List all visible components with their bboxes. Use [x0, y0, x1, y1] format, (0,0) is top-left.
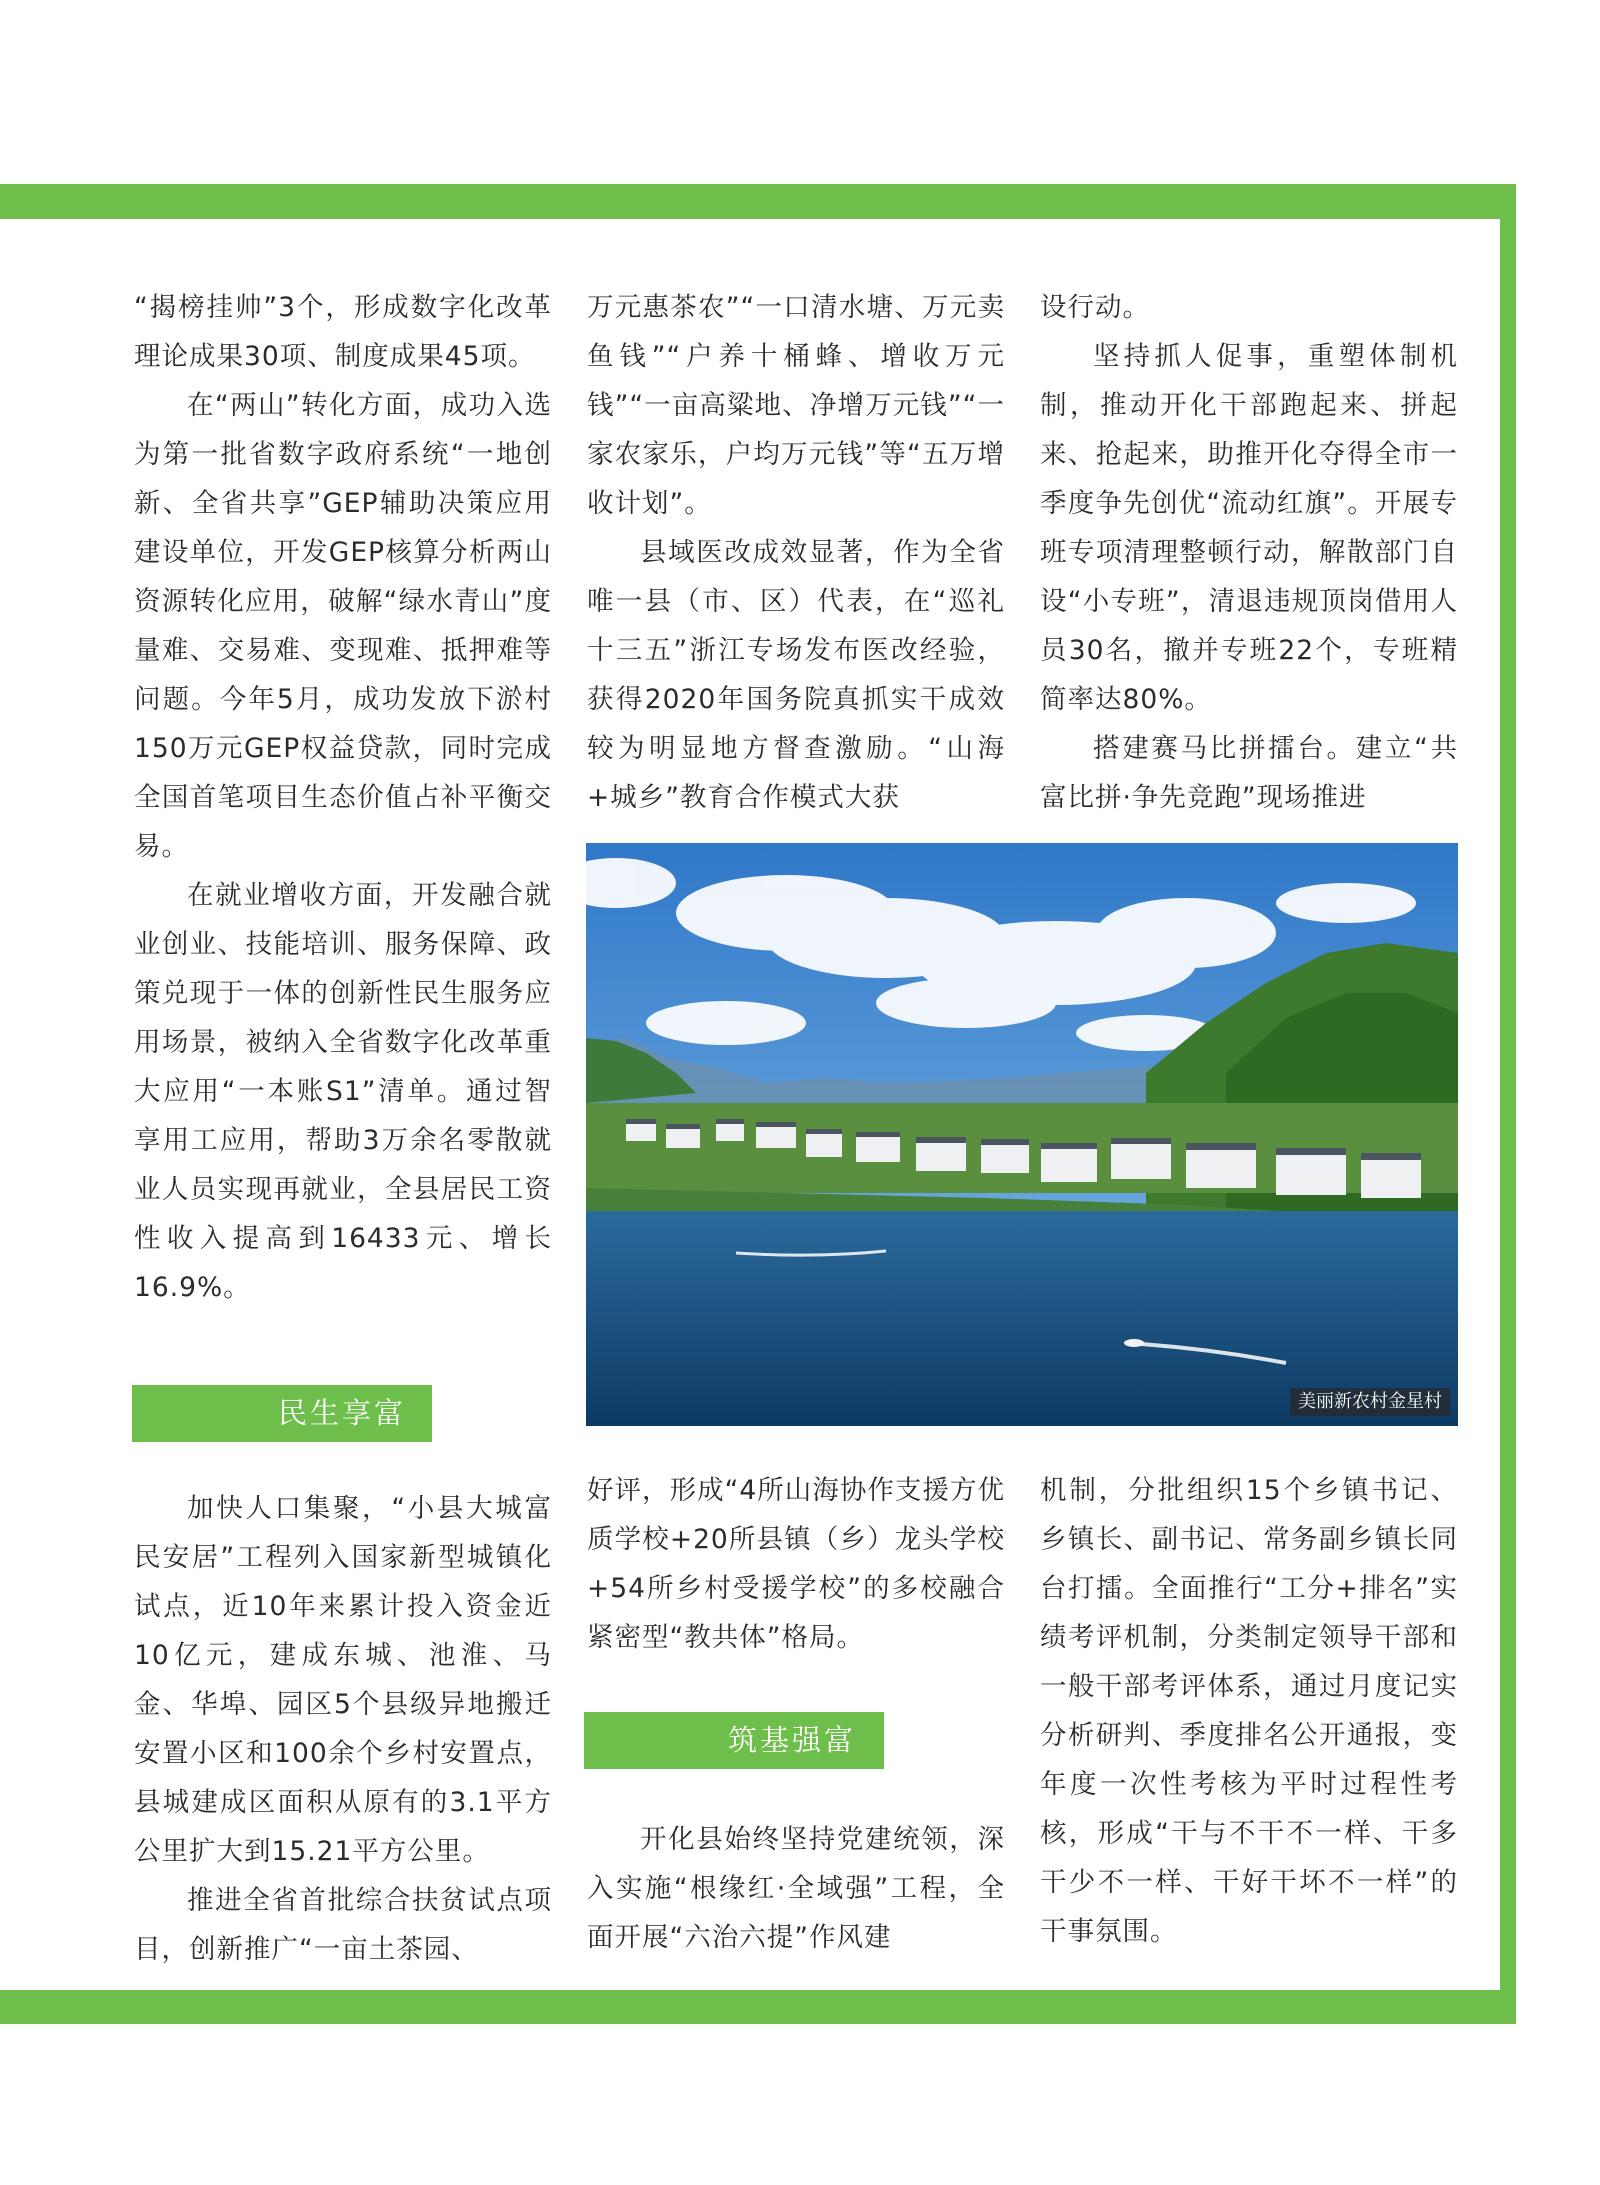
section-title: 民生享富 [278, 1396, 407, 1430]
section-title: 筑基强富 [728, 1723, 857, 1757]
green-frame-bottom [0, 1990, 1516, 2024]
paragraph: 推进全省首批综合扶贫试点项目，创新推广“一亩土茶园、 [134, 1885, 552, 1965]
column-2-bottom-text [587, 1466, 1005, 1662]
paragraph: 开化县始终坚持党建统领，深入实施“根缘红·全域强”工程，全面开展“六治六提”作风建 [587, 1824, 1005, 1953]
green-frame-top [0, 184, 1516, 219]
column-3-bottom-text [1040, 1466, 1458, 1956]
paragraph: 坚持抓人促事，重塑体制机制，推动开化干部跑起来、拼起来、抢起来，助推开化夺得全市一季度争先创优“流动红旗”。开展专班专项清理整顿行动，解散部门自设“小专班”，清退违规顶岗借用人员30名，撤并专班22个，专班精简率达80%。 [1040, 341, 1458, 715]
paragraph: 设行动。 [1040, 292, 1150, 323]
paragraph: 好评，形成“4所山海协作支援方优质学校+20所县镇（乡）龙头学校+54所乡村受援学校”的多校融合紧密型“教共体”格局。 [587, 1475, 1005, 1653]
paragraph: 机制，分批组织15个乡镇书记、乡镇长、副书记、常务副乡镇长同台打擂。全面推行“工分+排名”实绩考评机制，分类制定领导干部和一般干部考评体系，通过月度记实分析研判、季度排名公开通报，变年度一次性考核为平时过程性考核，形成“干与不干不一样、干多干少不一样、干好干坏不一样”的干事氛围。 [1040, 1475, 1458, 1947]
paragraph: 在“两山”转化方面，成功入选为第一批省数字政府系统“一地创新、全省共享”GEP辅助决策应用建设单位，开发GEP核算分析两山资源转化应用，破解“绿水青山”度量难、交易难、变现难、抵押难等问题。今年5月，成功发放下淤村150万元GEP权益贷款，同时完成全国首笔项目生态价值占补平衡交易。 [134, 390, 552, 862]
paragraph: “揭榜挂帅”3个，形成数字化改革理论成果30项、制度成果45项。 [134, 292, 552, 372]
green-frame-right [1500, 184, 1516, 2024]
section-heading-minsheng [132, 1385, 432, 1442]
paragraph: 搭建赛马比拼擂台。建立“共富比拼·争先竞跑”现场推进 [1040, 733, 1458, 813]
column-1-bottom-text [134, 1484, 552, 1974]
paragraph: 加快人口集聚，“小县大城富民安居”工程列入国家新型城镇化试点，近10年来累计投入资金近10亿元，建成东城、池淮、马金、华埠、园区5个县级异地搬迁安置小区和100余个乡村安置点，县城建成区面积从原有的3.1平方公里扩大到15.21平方公里。 [134, 1493, 552, 1867]
paragraph: 县域医改成效显著，作为全省唯一县（市、区）代表，在“巡礼十三五”浙江专场发布医改经验，获得2020年国务院真抓实干成效较为明显地方督查激励。“山海+城乡”教育合作模式大获 [587, 537, 1005, 813]
village-lake-photo [586, 843, 1458, 1426]
landscape-illustration [586, 843, 1458, 1426]
column-3-top-text [1040, 283, 1458, 822]
column-1-top-text [134, 283, 552, 1312]
column-2-top-text [587, 283, 1005, 822]
paragraph: 万元惠茶农”“一口清水塘、万元卖鱼钱”“户养十桶蜂、增收万元钱”“一亩高粱地、净增万元钱”“一家农家乐，户均万元钱”等“五万增收计划”。 [587, 292, 1005, 519]
section-heading-zhuji [584, 1712, 884, 1769]
column-2-bottom-text-2 [587, 1815, 1005, 1962]
paragraph: 在就业增收方面，开发融合就业创业、技能培训、服务保障、政策兑现于一体的创新性民生服务应用场景，被纳入全省数字化改革重大应用“一本账S1”清单。通过智享用工应用，帮助3万余名零散就业人员实现再就业，全县居民工资性收入提高到16433元、增长16.9%。 [134, 880, 552, 1303]
photo-caption: 美丽新农村金星村 [1290, 1388, 1450, 1416]
